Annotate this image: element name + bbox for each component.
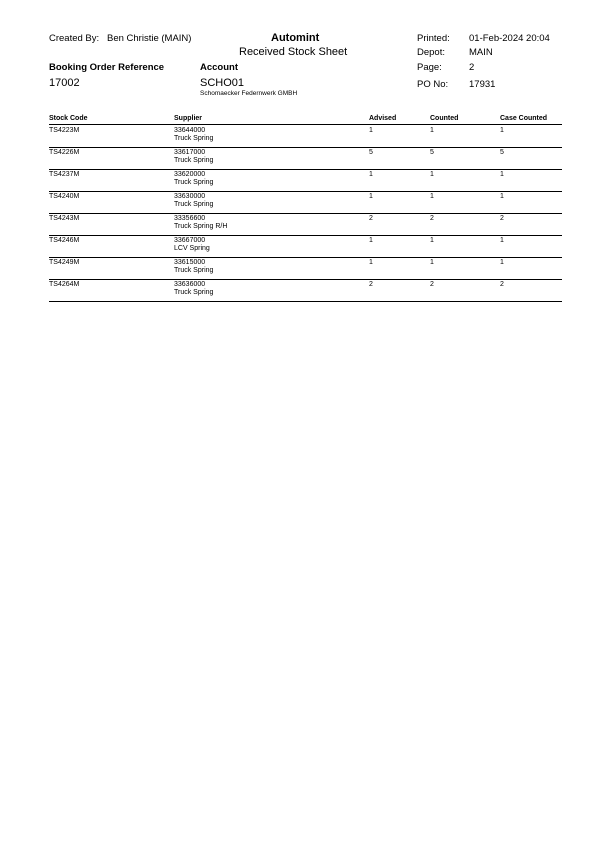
account-name: Schomaecker Federnwerk GMBH [200,90,298,97]
sheet-title: Received Stock Sheet [239,46,348,58]
table-row [0,215,595,237]
table-row [0,281,595,303]
depot-value: MAIN [469,47,493,58]
row-divider [49,147,562,148]
case-counted-qty: 2 [500,215,504,222]
printed-label: Printed: [417,33,450,44]
item-description: Truck Spring [174,201,214,208]
page-value: 2 [469,62,475,73]
case-counted-qty: 1 [500,259,504,266]
item-description: Truck Spring [174,157,214,164]
stock-code: TS4246M [49,237,80,244]
counted-qty: 5 [430,149,434,156]
case-counted-qty: 1 [500,127,504,134]
item-description: Truck Spring R/H [174,223,228,230]
stock-code: TS4226M [49,149,80,156]
stock-code: TS4237M [49,171,80,178]
advised-qty: 1 [369,259,373,266]
row-divider [49,191,562,192]
case-counted-qty: 5 [500,149,504,156]
supplier-code: 33615000 [174,259,206,266]
table-row [0,127,595,149]
column-header-supplier: Supplier [174,115,203,122]
row-divider [49,213,562,214]
column-header-case-counted: Case Counted [500,115,548,122]
header-divider [49,124,562,125]
advised-qty: 1 [369,127,373,134]
item-description: Truck Spring [174,135,214,142]
counted-qty: 1 [430,193,434,200]
booking-ref-value: 17002 [49,77,80,89]
supplier-code: 33644000 [174,127,206,134]
row-divider [49,257,562,258]
row-divider [49,169,562,170]
printed-value: 01-Feb-2024 20:04 [469,33,550,44]
stock-code: TS4223M [49,127,80,134]
supplier-code: 33636000 [174,281,206,288]
row-divider [49,279,562,280]
supplier-code: 33620000 [174,171,206,178]
item-description: Truck Spring [174,179,214,186]
item-description: Truck Spring [174,289,214,296]
case-counted-qty: 2 [500,281,504,288]
supplier-code: 33667000 [174,237,206,244]
column-header-counted: Counted [430,115,459,122]
table-row [0,149,595,171]
supplier-code: 33617000 [174,149,206,156]
column-header-stock-code: Stock Code [49,115,88,122]
table-row [0,237,595,259]
advised-qty: 5 [369,149,373,156]
column-header-advised: Advised [369,115,397,122]
case-counted-qty: 1 [500,171,504,178]
counted-qty: 1 [430,171,434,178]
po-label: PO No: [417,79,449,90]
advised-qty: 1 [369,193,373,200]
company-name: Automint [271,32,320,44]
case-counted-qty: 1 [500,237,504,244]
booking-ref-label: Booking Order Reference [49,62,165,73]
row-divider [49,301,562,302]
account-code: SCHO01 [200,77,245,89]
stock-code: TS4264M [49,281,80,288]
counted-qty: 2 [430,281,434,288]
counted-qty: 2 [430,215,434,222]
po-value: 17931 [469,79,496,90]
account-label: Account [200,62,238,73]
advised-qty: 1 [369,237,373,244]
counted-qty: 1 [430,259,434,266]
case-counted-qty: 1 [500,193,504,200]
table-row [0,171,595,193]
row-divider [49,235,562,236]
created-by-label: Created By: [49,33,100,44]
counted-qty: 1 [430,237,434,244]
created-by-value: Ben Christie (MAIN) [107,33,192,44]
page-label: Page: [417,62,442,73]
supplier-code: 33356600 [174,215,206,222]
item-description: LCV Spring [174,245,210,252]
table-row [0,193,595,215]
advised-qty: 1 [369,171,373,178]
stock-code: TS4243M [49,215,80,222]
counted-qty: 1 [430,127,434,134]
depot-label: Depot: [417,47,445,58]
stock-code: TS4240M [49,193,80,200]
supplier-code: 33630000 [174,193,206,200]
advised-qty: 2 [369,281,373,288]
item-description: Truck Spring [174,267,214,274]
table-row [0,259,595,281]
advised-qty: 2 [369,215,373,222]
stock-code: TS4249M [49,259,80,266]
